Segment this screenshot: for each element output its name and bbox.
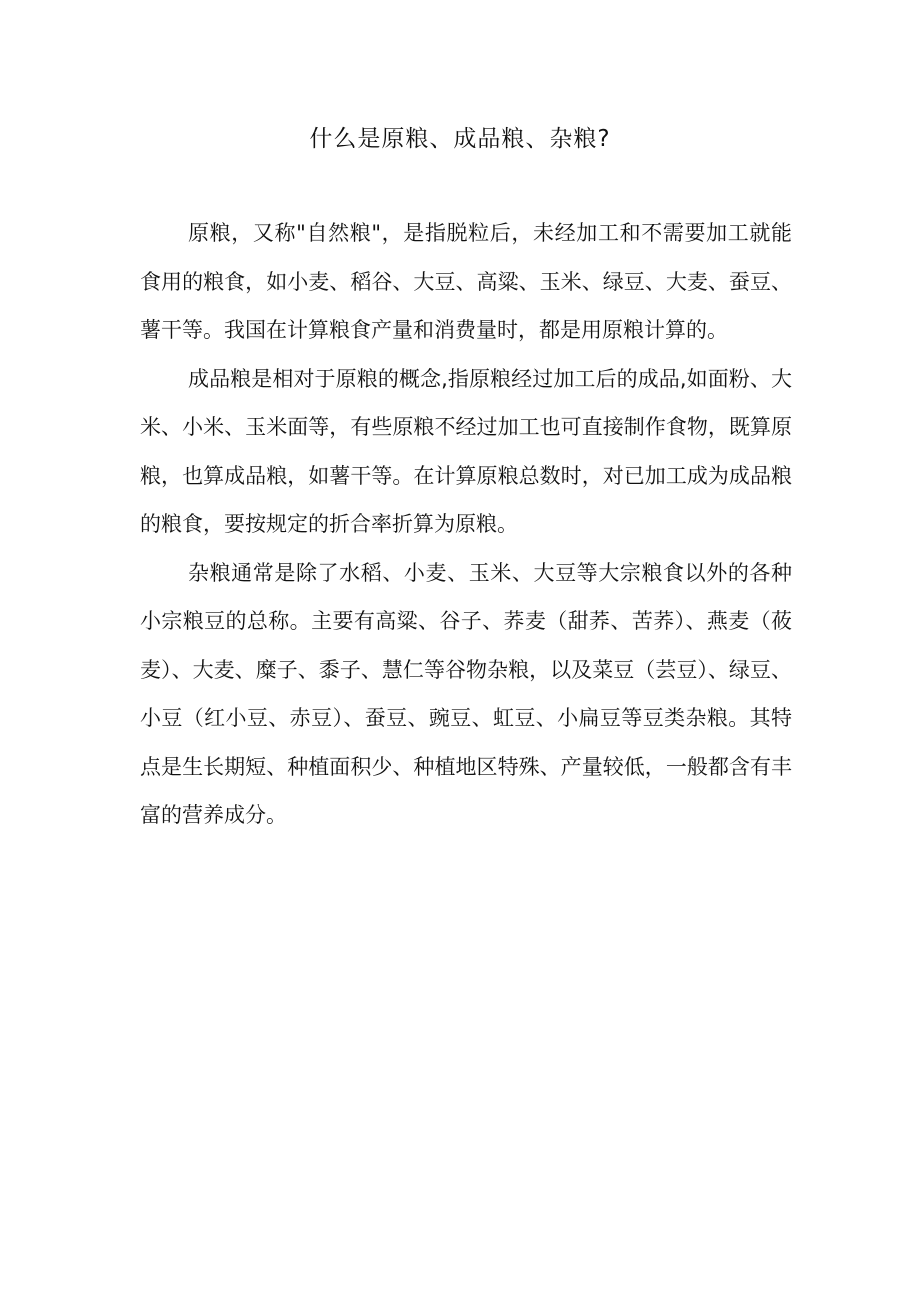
paragraph-coarse-grain: 杂粮通常是除了水稻、小麦、玉米、大豆等大宗粮食以外的各种小宗粮豆的总称。主要有高粱、谷子、荞麦（甜荞、苦荞）、燕麦（莜麦）、大麦、糜子、黍子、慧仁等谷物杂粮，以及菜豆（芸豆）、绿豆、小豆（红小豆、赤豆）、蚕豆、豌豆、虹豆、小扁豆等豆类杂粮。其特点是生长期短、种植面积少、种植地区特殊、产量较低，一般都含有丰富的营养成分。 [140, 560, 792, 827]
paragraph-raw-grain: 原粮，又称"自然粮"，是指脱粒后，未经加工和不需要加工就能食用的粮食，如小麦、稻谷、大豆、高粱、玉米、绿豆、大麦、蚕豆、薯干等。我国在计算粮食产量和消费量时，都是用原粮计算的。 [140, 221, 792, 342]
document-body [140, 209, 792, 840]
document-title: 什么是原粮、成品粮、杂粮? [309, 126, 611, 152]
paragraph-finished-grain: 成品粮是相对于原粮的概念,指原粮经过加工后的成品,如面粉、大米、小米、玉米面等，有些原粮不经过加工也可直接制作食物，既算原粮，也算成品粮，如薯干等。在计算原粮总数时，对已加工成为成品粮的粮食，要按规定的折合率折算为原粮。 [140, 366, 792, 536]
